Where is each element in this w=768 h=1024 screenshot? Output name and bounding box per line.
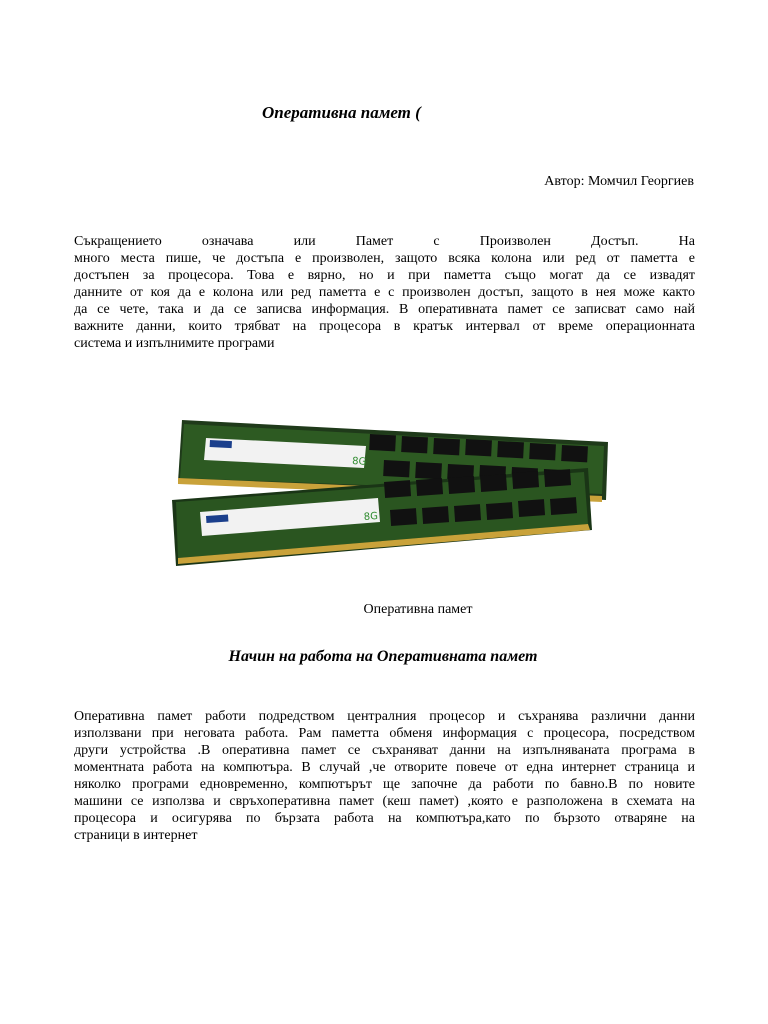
paragraph-intro [74,233,695,352]
author-line: Автор: Момчил Георгиев [544,174,694,189]
text-line: машини се използва и свръхоперативна памет (кеш памет) ,която е разположена в схемата на [74,794,695,809]
text-line: няколко програми едновременно, компютърът ще започне да работи по бавно.В по новите [74,777,695,792]
svg-text:8G: 8G [351,456,367,468]
image-caption: Оперативна памет [363,602,473,617]
text-line: много места пише, че достъпа е произволен, защото всяка колона или ред от паметта е [74,251,695,266]
section-heading: Начин на работа на Оперативната памет [228,648,538,665]
text-line: да се чете, така и да се записва информация. В оперативната памет се записват само най [74,302,695,317]
text-line: страници в интернет [74,828,198,843]
paragraph-operation [74,708,695,844]
text-line: използвани при неговата работа. Рам паметта обменя информация с процесора, посредством [74,726,695,741]
svg-text:8G: 8G [363,511,379,523]
text-line: достъпен за процесора. Това е вярно, но и при паметта също могат да се извадят [74,268,695,283]
text-line: система и изпълнимите програми [74,336,275,351]
text-line: Оперативна памет работи подредством централния процесор и съхранява различни данни [74,709,695,724]
ram-modules-image [170,416,610,581]
text-line: важните данни, които трябват на процесора в кратък интервал от време операционната [74,319,695,334]
text-line: други устройства .В оперативна памет се съхраняват данни на изпълняваната програма в [74,743,695,758]
text-line: Съкращението означава или Памет с Произволен Достъп. На [74,234,695,249]
text-line: данните от коя да е колона или ред паметта е с произволен достъп, защото в нея може както [74,285,695,300]
document-title: Оперативна памет ( [262,103,421,122]
text-line: моментната работа на компютъра. В случай ,че отворите повече от една интернет страница и [74,760,695,775]
text-line: процесора и осигурява по бързата работа на компютъра,като по бързото отваряне на [74,811,695,826]
